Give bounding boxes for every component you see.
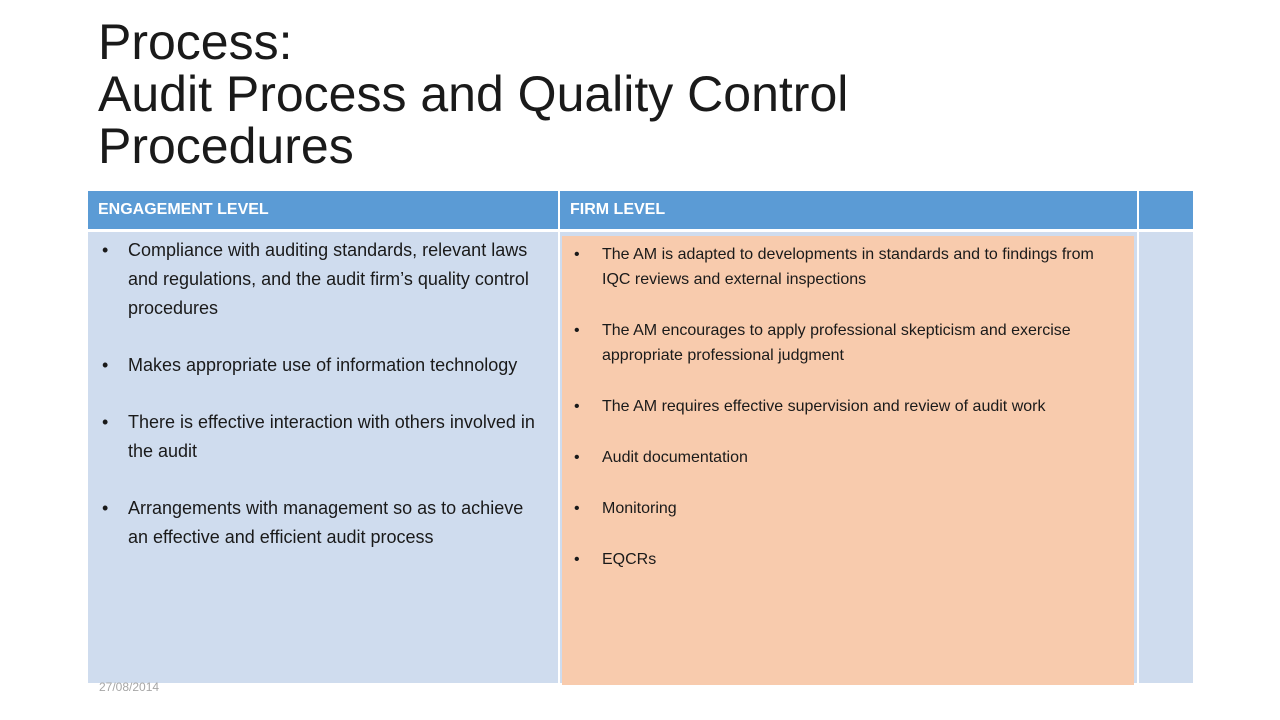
firm-list xyxy=(574,242,1094,598)
footer-date: 27/08/2014 xyxy=(99,680,160,694)
slide-title xyxy=(98,16,848,172)
engagement-list xyxy=(102,236,542,580)
firm-item: • Audit documentation xyxy=(574,445,1094,470)
header-firm-level: FIRM LEVEL xyxy=(560,191,1137,229)
header-empty xyxy=(1139,191,1193,229)
engagement-cell xyxy=(88,232,558,683)
firm-item: • The AM encourages to apply professional skepticism and exercise appropriate professional judgment xyxy=(574,318,1094,368)
firm-item: • EQCRs xyxy=(574,547,1094,572)
firm-item: • The AM requires effective supervision and review of audit work xyxy=(574,394,1094,419)
firm-item: • Monitoring xyxy=(574,496,1094,521)
slide-title-line-2: Audit Process and Quality Control xyxy=(98,66,849,122)
process-table xyxy=(88,191,1193,683)
column-divider xyxy=(1137,191,1139,683)
firm-item: • The AM is adapted to developments in standards and to findings from IQC reviews and external inspections xyxy=(574,242,1094,292)
slide-title-line-1: Process: xyxy=(98,14,293,70)
firm-level-box xyxy=(562,236,1134,685)
engagement-item: • Compliance with auditing standards, relevant laws and regulations, and the audit firm’s quality control procedures xyxy=(102,236,542,323)
column-divider xyxy=(558,191,560,683)
slide-title-line-3: Procedures xyxy=(98,118,354,174)
header-engagement-level: ENGAGEMENT LEVEL xyxy=(88,191,558,229)
engagement-item: • There is effective interaction with others involved in the audit xyxy=(102,408,542,466)
row-divider xyxy=(88,229,1193,232)
engagement-item: • Arrangements with management so as to achieve an effective and efficient audit process xyxy=(102,494,542,552)
empty-cell xyxy=(1139,232,1193,683)
engagement-item: • Makes appropriate use of information technology xyxy=(102,351,542,380)
